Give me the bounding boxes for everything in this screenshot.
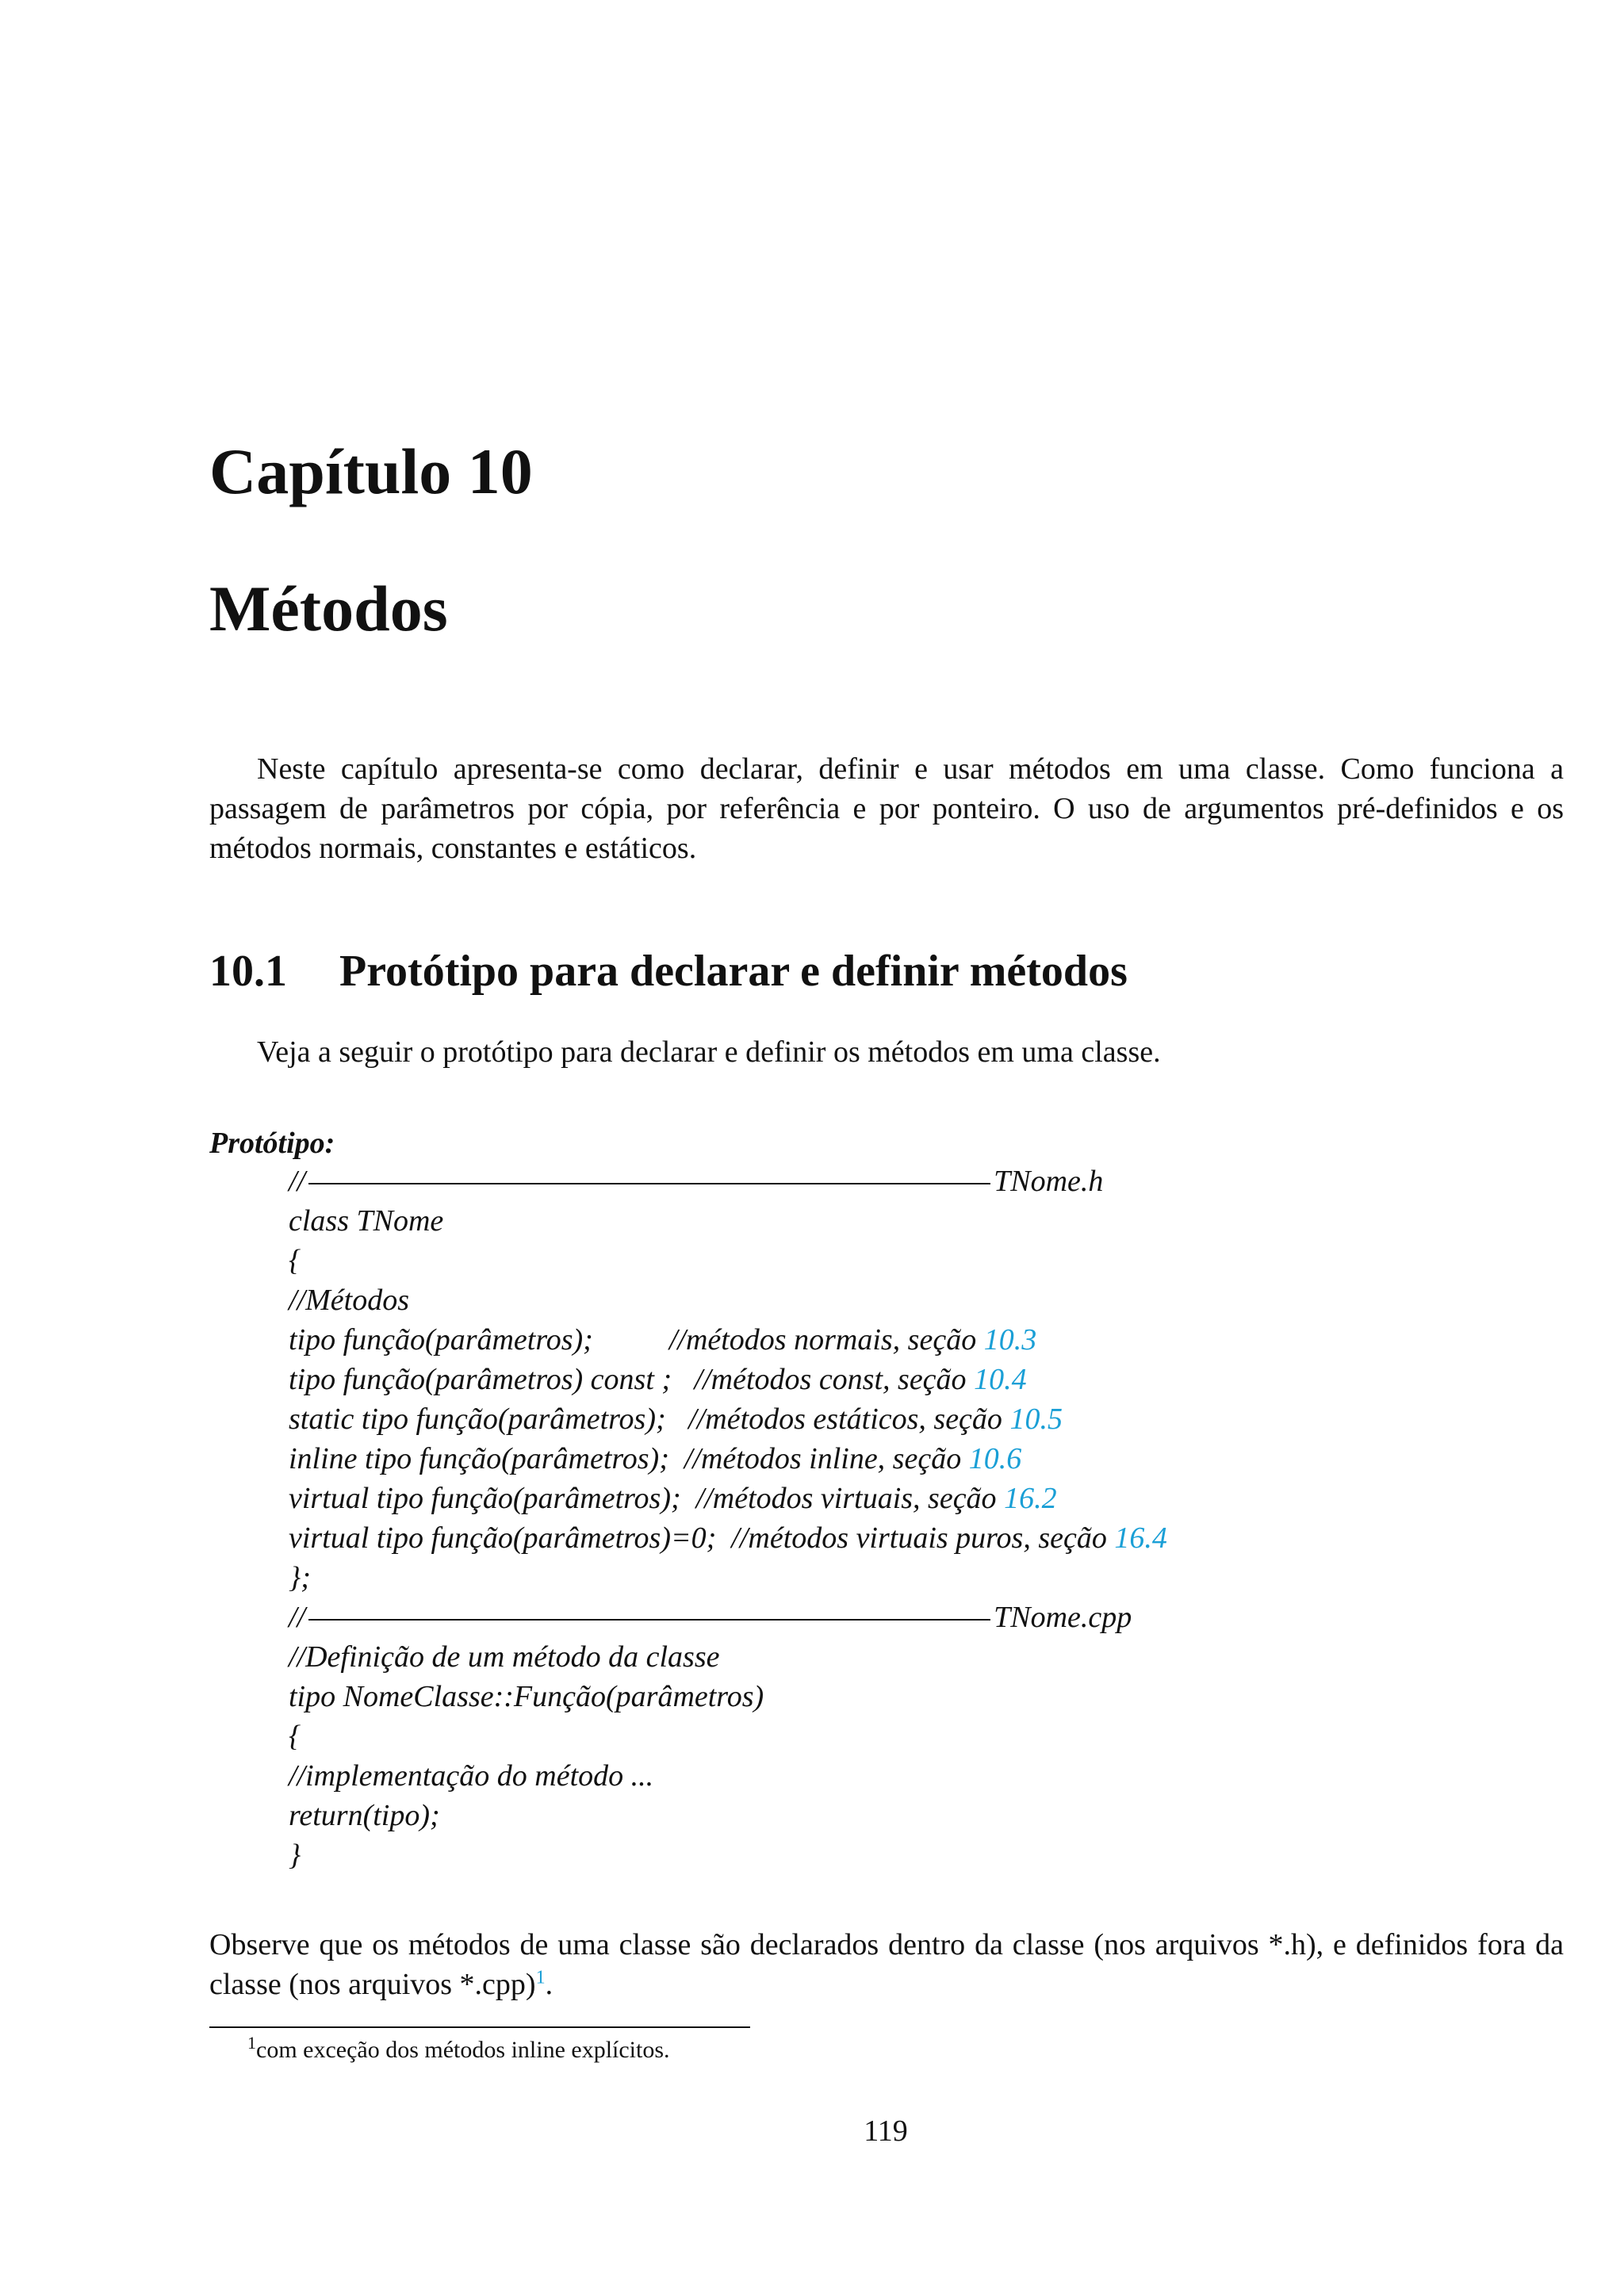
chapter-intro-paragraph: Neste capítulo apresenta-se como declarar, definir e usar métodos em uma classe. Como funciona a passagem de parâmetros por cópia, por referência e por ponteiro. O uso de argumentos pré-definidos e os métodos normais, constantes e estáticos. <box>209 752 1564 865</box>
code-line-method <box>289 1320 1557 1360</box>
comment-prefix: // <box>289 1601 306 1634</box>
code-line-method <box>289 1399 1557 1439</box>
note-end: . <box>545 1968 553 2001</box>
code-line-def-signature: tipo NomeClasse::Função(parâmetros) <box>289 1680 764 1713</box>
comment-rule <box>308 1619 990 1621</box>
code-line-def-close: } <box>289 1839 301 1872</box>
code-line-close-class: }; <box>289 1561 311 1594</box>
method-comment: //métodos const, seção <box>694 1363 975 1396</box>
code-line-def-open: { <box>289 1720 301 1753</box>
section-number: 10.1 <box>209 947 287 996</box>
footnote-ref-link[interactable]: 1 <box>535 1967 546 1988</box>
code-line-return: return(tipo); <box>289 1799 440 1832</box>
section-intro-paragraph: Veja a seguir o protótipo para declarar e definir os métodos em uma classe. <box>257 1035 1161 1069</box>
comment-rule <box>308 1183 990 1184</box>
section-ref-link[interactable]: 10.5 <box>1009 1402 1063 1436</box>
code-line-impl-comment: //implementação do método ... <box>289 1759 654 1793</box>
method-code: tipo função(parâmetros) const ; <box>289 1363 672 1396</box>
section-title: Protótipo para declarar e definir métodos <box>339 947 1128 996</box>
method-comment: //métodos virtuais, seção <box>695 1482 1005 1515</box>
chapter-title: Métodos <box>209 572 448 645</box>
code-line-method <box>289 1518 1557 1558</box>
footnote-text: com exceção dos métodos inline explícitos. <box>256 2037 670 2063</box>
code-line-method <box>289 1360 1557 1399</box>
code-line-def-comment: //Definição de um método da classe <box>289 1640 720 1674</box>
page-number: 119 <box>864 2114 908 2148</box>
method-code: inline tipo função(parâmetros); <box>289 1442 669 1475</box>
method-comment: //métodos estáticos, seção <box>688 1402 1010 1436</box>
code-line-method <box>289 1439 1557 1479</box>
method-code: static tipo função(parâmetros); <box>289 1402 666 1436</box>
method-comment: //métodos inline, seção <box>684 1442 969 1475</box>
code-line-method <box>289 1479 1557 1518</box>
section-ref-link[interactable]: 16.2 <box>1004 1482 1057 1515</box>
section-ref-link[interactable]: 10.6 <box>968 1442 1022 1475</box>
method-code: tipo função(parâmetros); <box>289 1323 593 1357</box>
note-paragraph <box>209 1925 1564 2004</box>
prototype-code-block <box>289 1161 1557 1875</box>
footnote-divider <box>209 2026 750 2028</box>
method-comment: //métodos normais, seção <box>668 1323 984 1357</box>
code-line-header-cpp <box>289 1598 1557 1637</box>
footnote-mark: 1 <box>247 2033 256 2053</box>
code-line-header-h <box>289 1161 1557 1201</box>
code-line-methods-comment: //Métodos <box>289 1284 409 1317</box>
section-heading <box>209 943 1128 999</box>
code-line-class-decl: class TNome <box>289 1204 444 1238</box>
note-text: Observe que os métodos de uma classe são declarados dentro da classe (nos arquivos *.h), e definidos fora da classe (nos arquivos *.cpp) <box>209 1928 1564 2001</box>
file-name: TNome.h <box>994 1165 1104 1198</box>
method-code: virtual tipo função(parâmetros)=0; <box>289 1521 717 1555</box>
chapter-label: Capítulo 10 <box>209 435 533 507</box>
method-comment: //métodos virtuais puros, seção <box>731 1521 1115 1555</box>
method-code: virtual tipo função(parâmetros); <box>289 1482 681 1515</box>
footnote <box>247 2034 670 2066</box>
section-ref-link[interactable]: 10.4 <box>974 1363 1027 1396</box>
prototype-label: Protótipo: <box>209 1127 335 1160</box>
section-ref-link[interactable]: 10.3 <box>983 1323 1037 1357</box>
file-name: TNome.cpp <box>994 1601 1132 1634</box>
section-ref-link[interactable]: 16.4 <box>1114 1521 1167 1555</box>
code-line-open-brace: { <box>289 1244 301 1277</box>
comment-prefix: // <box>289 1165 306 1198</box>
